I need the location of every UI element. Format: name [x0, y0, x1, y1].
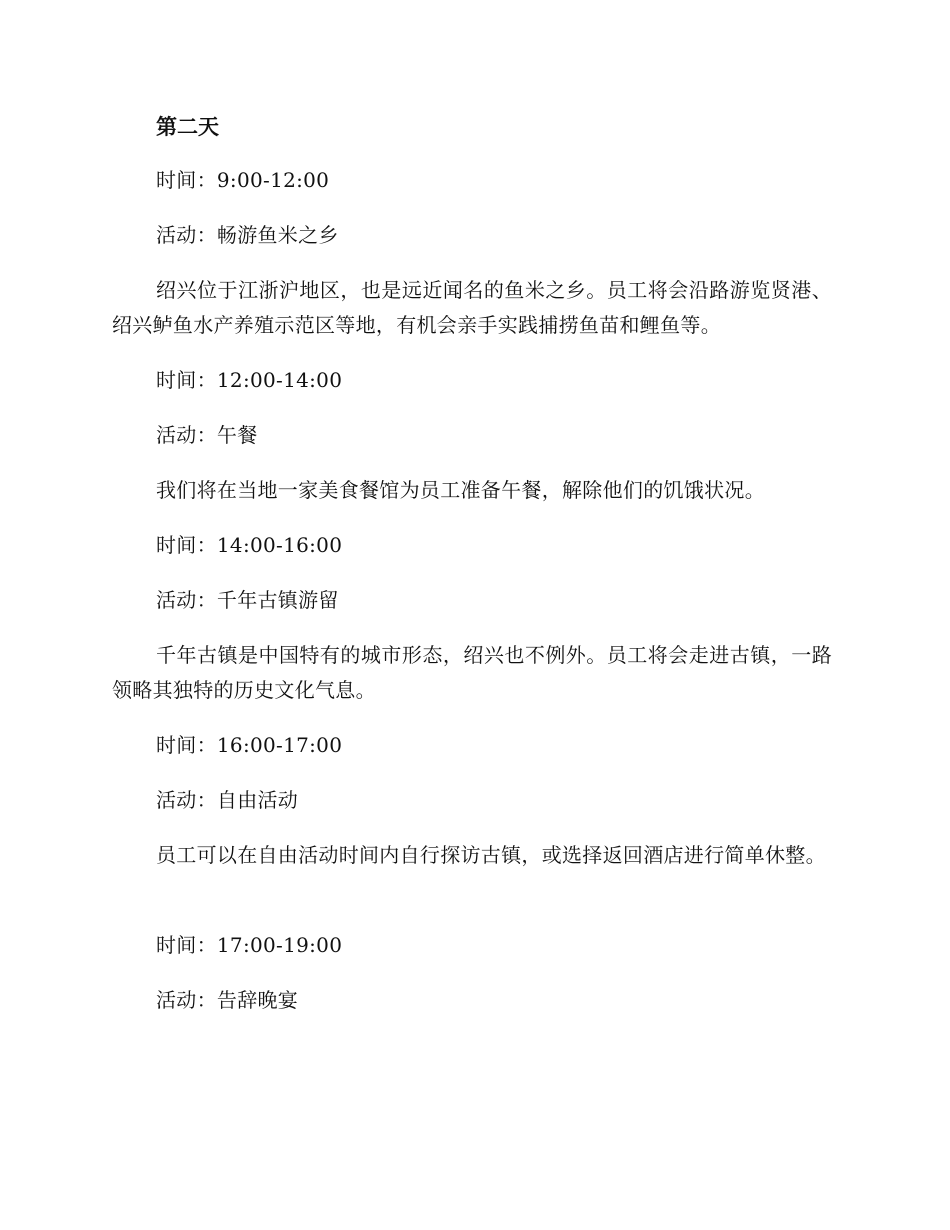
description-paragraph: 绍兴位于江浙沪地区，也是远近闻名的鱼米之乡。员工将会沿路游览贤港、绍兴鲈鱼水产养殖示范区等地，有机会亲手实践捕捞鱼苗和鲤鱼等。 — [112, 278, 832, 337]
time-line: 时间：14:00-16:00 — [156, 533, 343, 557]
activity-line: 活动：告辞晚宴 — [156, 988, 299, 1012]
description-paragraph: 我们将在当地一家美食餐馆为员工准备午餐，解除他们的饥饿状况。 — [156, 478, 765, 502]
time-line: 时间：16:00-17:00 — [156, 733, 343, 757]
time-line: 时间：12:00-14:00 — [156, 368, 343, 392]
activity-line: 活动：自由活动 — [156, 788, 299, 812]
activity-line: 活动：畅游鱼米之乡 — [156, 223, 339, 247]
description-paragraph: 千年古镇是中国特有的城市形态，绍兴也不例外。员工将会走进古镇，一路领略其独特的历史文化气息。 — [112, 643, 832, 702]
activity-line: 活动：千年古镇游留 — [156, 588, 339, 612]
description-paragraph: 员工可以在自由活动时间内自行探访古镇，或选择返回酒店进行简单休整。 — [156, 843, 826, 867]
time-line: 时间：17:00-19:00 — [156, 933, 343, 957]
document-body — [112, 108, 832, 1038]
activity-line: 活动：午餐 — [156, 423, 258, 447]
day-heading: 第二天 — [156, 114, 219, 139]
time-line: 时间：9:00-12:00 — [156, 168, 330, 192]
